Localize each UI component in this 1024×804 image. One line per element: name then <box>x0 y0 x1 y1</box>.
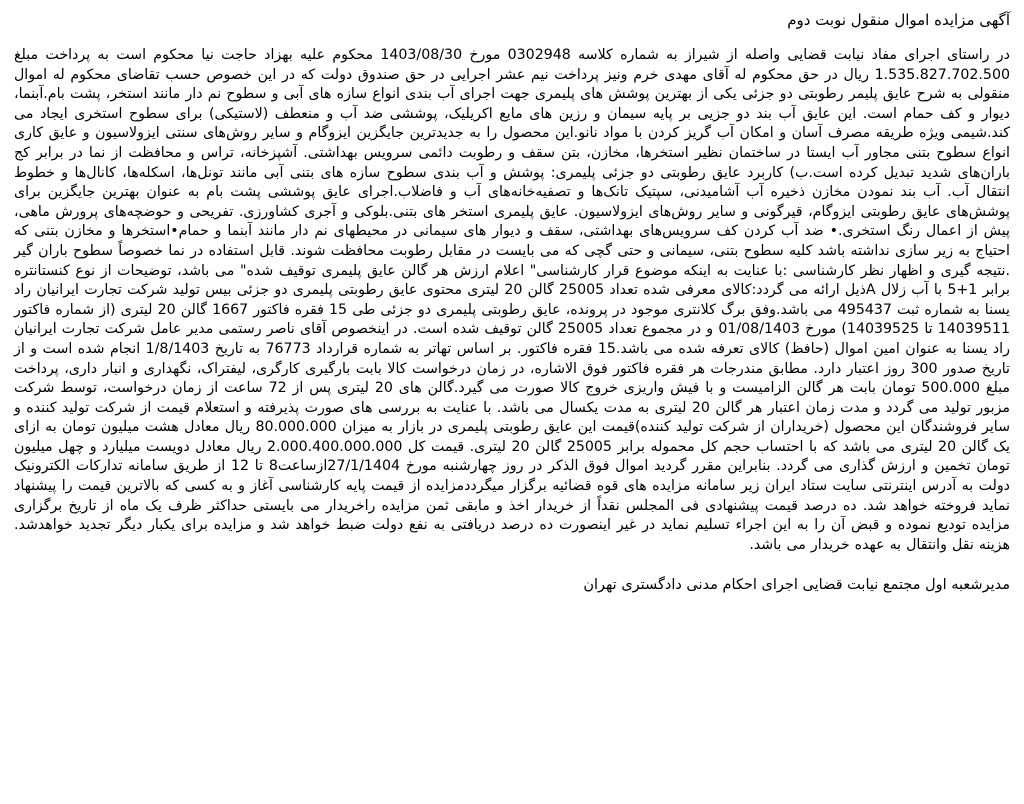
notice-title: آگهی مزایده اموال منقول نوبت دوم <box>787 11 1010 29</box>
notice-body: در راستای اجرای مفاد نیابت قضایی واصله از شیراز به شماره کلاسه 0302948 مورخ 1403/08/30 محکوم علیه بهزاد حاجت نیا محکوم است به پرداخت مبلغ 1.535.827.702.500 ریال در حق محکوم له آقای مهدی خرم ونیز پرداخت نیم عشر اجرایی در حق صندوق دولت که در این خصوص حسب تقاضای محکوم له اموال منقولی به شرح عایق پلیمر رطوبتی دو جزئی یکی از بهترین پوشش های پلیمری جهت اجرای آب بندی انواع سازه های آبی و سطوح نم دار مانند استخر، پشت بام.آبنما، دیوار و کف حمام است. این عایق آب بند دو جزیی بر پایه سیمان و رزین های مایع اکریلیک، پوششی ضد آب و منعطف (لاستیکی) برای سطوح استخری ایجاد می کند.شیمی ویژه طریقه مصرف آسان و امکان آب گریز کردن با مواد نانو.این محصول را به جدیدترین جایگزین ایزوگام و سایر روش‌های سنتی ایزولاسیون و عایق کاری انواع سطوح بتنی مجاور آب ایستا در ساختمان نظیر استخرها، مخازن، بتن سقف و رطوبت دائمی سرویس بهداشتی. آشپزخانه، تراس و محافظت از نما در برابر کج باران‌های شدید تبدیل کرده است.ب) کاربرد عایق رطوبتی دو جزئی پلیمری: پوشش و آب بندی سطوح سازه های بتنی آبی مانند تونل‌ها، اسکله‌ها، کانال‌ها و خطوط انتقال آب. آب بند نمودن مخازن ذخیره آب آشامیدنی، سپتیک تانک‌ها و تصفیه‌خانه‌های آب و فاضلاب.اجرای عایق پوششی پشت بام به عنوان بهترین جایگزین برای پوشش‌های عایق رطوبتی ایزوگام، قیرگونی و سایر روش‌های ایزولاسیون. عایق پلیمری استخر های بتنی.بلوکی و آجری کشاورزی. تفریحی و حوضچه‌های پرورش ماهی، پیش از اعمال رنگ استخری.• ضد آب کردن کف سرویس‌های بهداشتی، سقف و دیوار های سیمانی در محیطهای نم دار مانند آبنما و حمام•استخرها و مخازن بتنی که احتیاج به زیر سازی نداشته باشد کلیه سطوح بتنی، سیمانی و حتی گچی که می بایست در مقابل رطوبت محافظت شوند. قابل استفاده در نما خصوصاً سطوح باران گیر .نتیجه گیری و اظهار نظر کارشناسی :با عنایت به اینکه موضوع قرار کارشناسی" اعلام ارزش هر گالن عایق پلیمری توقیف شده" می باشد، توضیحات از نوع کنستانتره برابر 1+5 با آب زلال Aذیل ارائه می گردد:کالای معرفی شده تعداد 25005 گالن 20 لیتری محتوی عایق رطوبتی پلیمری دو جزئی بیس تولید شرکت تجارت ایرانیان راد یسنا به شماره ثبت 495437 می باشد.وفق برگ کلانتری موجود در پرونده، عایق رطوبتی پلیمری دو جزئی طی 15 فقره فاکتور 1667 گالن 20 لیتری (از شماره فاکتور 14039511 تا 14039525) مورخ 01/08/1403 و در مجموع تعداد 25005 گالن توقیف شده است. در اینخصوص آقای ناصر رستمی مدیر عامل شرکت تجارت ایرانیان راد یسنا به عنوان امین اموال (حافظ) کالای تعرفه شده می باشد.15 فقره فاکتور. بر اساس تهاتر به شماره قرارداد 76773 به تاریخ 1/8/1403 انجام شده است و از تاریخ صدور 300 روز اعتبار دارد. مطابق مندرجات هر فقره فاکتور فوق الاشاره، در زمان درخواست کالا بابت بارگیری کارگری، لیفتراک، نگهداری و انبار داری، پرداخت مبلغ 500.000 تومان بابت هر گالن الزامیست و با فیش واریزی خروج کالا صورت می گیرد.گالن های 20 لیتری پس از 72 ساعت از زمان درخواست، توسط شرکت مزبور تولید می گردد و مدت زمان اعتبار هر گالن 20 لیتری به مدت یکسال می باشد. با عنایت به بررسی های صورت پذیرفته و استعلام قیمت از شرکت تولید کننده و سایر فروشندگان این محصول (خریداران از شرکت تولید کننده)قیمت این عایق رطوبتی پلیمری در بازار به میزان 80.000.000 ریال معادل هشت میلیون تومان به ازای یک گالن 20 لیتری می باشد که با احتساب حجم کل محموله برابر 25005 گالن 20 لیتری. قیمت کل 2.000.400.000.000 ریال معادل دویست میلیارد و چهل میلیون تومان تخمین و ارزش گذاری می گردد. بنابراین مقرر گردید اموال فوق الذکر در روز چهارشنبه مورخ 27/1/1404ازساعت8 تا 12 از طریق سامانه تدارکات الکترونیک دولت به آدرس اینترنتی سایت ستاد ایران زیر سامانه مزایده های قوه قضائیه برگزار میگرددمزایده از قیمت پایه کارشناسی آغاز و به کسی که بالاترین قیمت را پیشنهاد نماید فروخته خواهد شد. ده درصد قیمت پیشنهادی فی المجلس نقداً از خریدار اخذ و مابقی ثمن مزایده راخریدار می بایستی حداکثر ظرف یک ماه از تاریخ برگزاری مزایده تودیع نموده و قبض آن را به این اجراء تسلیم نماید در غیر اینصورت ده درصد دریافتی به نفع دولت ضبط خواهد شد و مزایده برای یکبار دیگر تجدید خواهدشد. هزینه نقل وانتقال به عهده خریدار می باشد. <box>14 47 1011 553</box>
notice-signature: مدیرشعبه اول مجتمع نیابت قضایی اجرای احکام مدنی دادگستری تهران <box>583 577 1010 594</box>
auction-notice <box>14 10 1010 595</box>
